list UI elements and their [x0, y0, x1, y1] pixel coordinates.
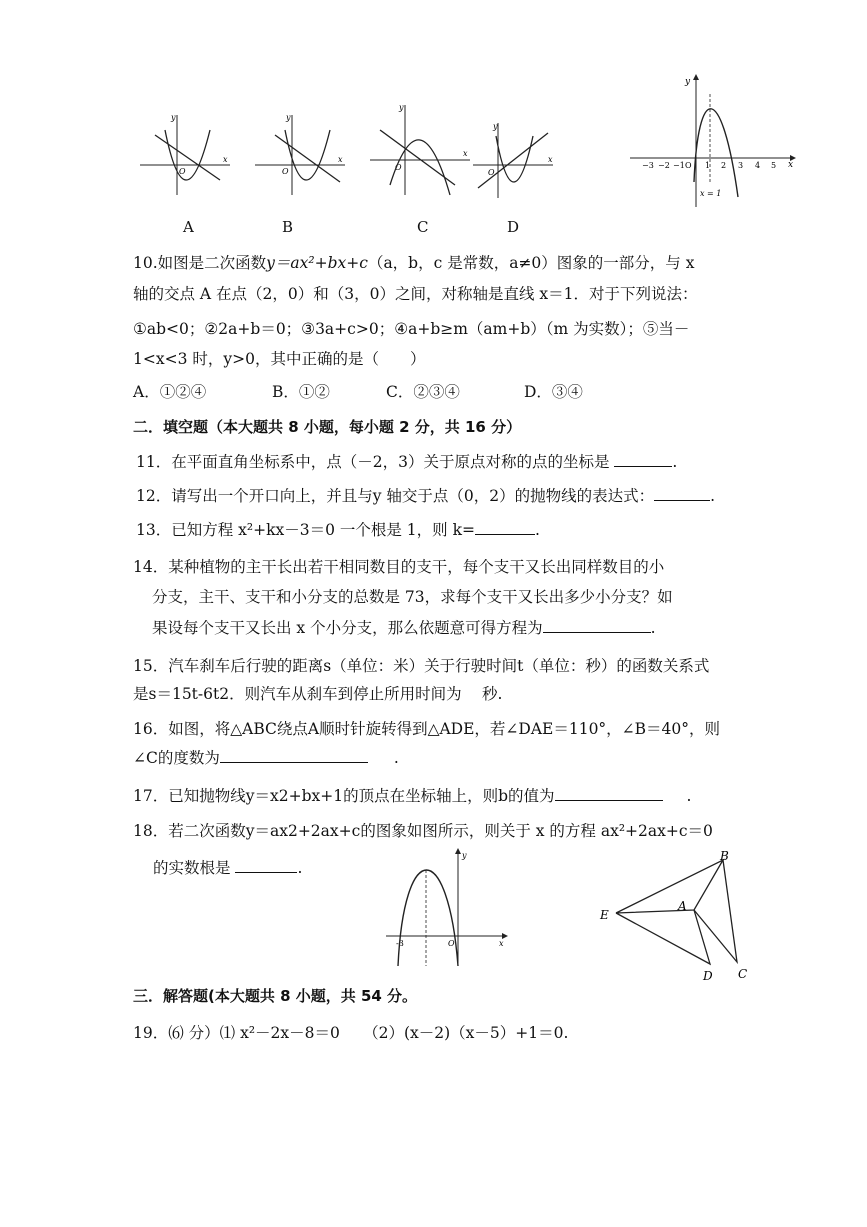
- option-label-d: D: [507, 218, 520, 236]
- svg-text:y: y: [171, 113, 176, 122]
- svg-text:D: D: [703, 969, 713, 983]
- section2-title: 二．填空题（本大题共 8 小题，每小题 2 分，共 16 分）: [133, 418, 522, 436]
- q18-parabola-graph: [382, 848, 512, 970]
- q14-line2: 分支，主干、支干和小分支的总数是 73，求每个支干又长出多少小分支？如: [152, 588, 673, 606]
- option-label-b: B: [282, 218, 294, 236]
- q15-line2: 是s＝15t-6t2．则汽车从刹车到停止所用时间为 秒.: [133, 685, 503, 703]
- svg-text:O: O: [685, 161, 692, 170]
- svg-text:O: O: [395, 163, 402, 172]
- svg-text:B: B: [720, 849, 729, 863]
- q17-text: 17．已知抛物线y＝x2+bx+1的顶点在坐标轴上，则b的值为 .: [133, 784, 691, 807]
- svg-text:x: x: [463, 149, 468, 158]
- option-label-c: C: [417, 218, 429, 236]
- q10-choice-d: D．③④: [524, 383, 583, 401]
- svg-text:2: 2: [721, 161, 727, 170]
- q10-line4: 1<x<3 时，y>0，其中正确的是（ ）: [133, 350, 426, 368]
- q10-choice-b: B．①②: [272, 383, 330, 401]
- svg-text:O: O: [282, 167, 289, 176]
- svg-text:x: x: [548, 155, 553, 164]
- svg-text:y: y: [286, 113, 291, 122]
- svg-text:x: x: [338, 155, 343, 164]
- svg-text:−2: −2: [658, 161, 670, 170]
- svg-text:y: y: [462, 851, 467, 860]
- svg-text:A: A: [678, 899, 687, 913]
- svg-text:4: 4: [755, 161, 761, 170]
- q10-line2: 轴的交点 A 在点（2，0）和（3，0）之间，对称轴是直线 x＝1．对于下列说法：: [133, 285, 698, 303]
- svg-text:x: x: [223, 155, 228, 164]
- option-graph-d: [468, 118, 558, 203]
- svg-text:x: x: [788, 160, 794, 170]
- svg-text:O: O: [179, 167, 186, 176]
- option-label-a: A: [183, 218, 194, 236]
- svg-text:y: y: [493, 122, 498, 131]
- q10-choice-c: C．②③④: [386, 383, 460, 401]
- q10-choice-a: A．①②④: [133, 383, 207, 401]
- q14-line1: 14．某种植物的主干长出若干相同数目的支干，每个支干又长出同样数目的小: [133, 558, 665, 576]
- q10-line3: ①ab<0；②2a+b＝0；③3a+c>0；④a+b≥m（am+b）（m 为实数）；⑤当－: [133, 320, 690, 338]
- svg-text:E: E: [600, 908, 609, 922]
- svg-text:x: x: [499, 939, 504, 948]
- option-graph-a: [135, 110, 235, 200]
- svg-text:−1: −1: [673, 161, 685, 170]
- option-graph-b: [250, 110, 350, 200]
- q16-line2: ∠C的度数为 .: [133, 746, 399, 769]
- q16-triangle-figure: [596, 848, 756, 988]
- svg-text:−3: −3: [642, 161, 654, 170]
- q19-text: 19．⑹ 分）⑴ x²－2x－8＝0 （2）(x－2)（x－5）+1＝0.: [133, 1024, 569, 1042]
- q14-line3: 果设每个支干又长出 x 个小分支，那么依题意可得方程为 .: [152, 616, 656, 639]
- q12-text: 12．请写出一个开口向上，并且与y 轴交于点（0，2）的抛物线的表达式： .: [136, 484, 715, 507]
- svg-text:C: C: [738, 967, 748, 981]
- svg-text:y: y: [685, 77, 691, 87]
- svg-text:1: 1: [705, 161, 711, 170]
- svg-text:3: 3: [738, 161, 744, 170]
- q10-parabola-graph: [628, 72, 798, 212]
- option-graph-c: [365, 100, 475, 200]
- section3-title: 三．解答题(本大题共 8 小题，共 54 分。: [133, 987, 418, 1005]
- svg-text:x = 1: x = 1: [700, 189, 722, 198]
- q18-line1: 18．若二次函数y＝ax2+2ax+c的图象如图所示，则关于 x 的方程 ax²+2ax+c＝0: [133, 822, 713, 840]
- svg-text:-3: -3: [396, 939, 404, 948]
- svg-text:O: O: [488, 168, 495, 177]
- svg-text:y: y: [399, 103, 404, 112]
- q18-line2: 的实数根是 .: [153, 856, 302, 879]
- q13-text: 13．已知方程 x²+kx－3＝0 一个根是 1，则 k= .: [136, 518, 540, 541]
- svg-text:5: 5: [771, 161, 777, 170]
- svg-text:O: O: [448, 939, 455, 948]
- q11-text: 11．在平面直角坐标系中，点（－2，3）关于原点对称的点的坐标是 .: [136, 450, 677, 473]
- q16-line1: 16．如图，将△ABC绕点A顺时针旋转得到△ADE，若∠DAE＝110°，∠B＝40°，则: [133, 720, 721, 738]
- q10-line1: 10.如图是二次函数y＝ax²+bx+c（a，b，c 是常数，a≠0）图象的一部分，与 x: [133, 254, 695, 272]
- q15-line1: 15．汽车刹车后行驶的距离s（单位：米）关于行驶时间t（单位：秒）的函数关系式: [133, 657, 710, 675]
